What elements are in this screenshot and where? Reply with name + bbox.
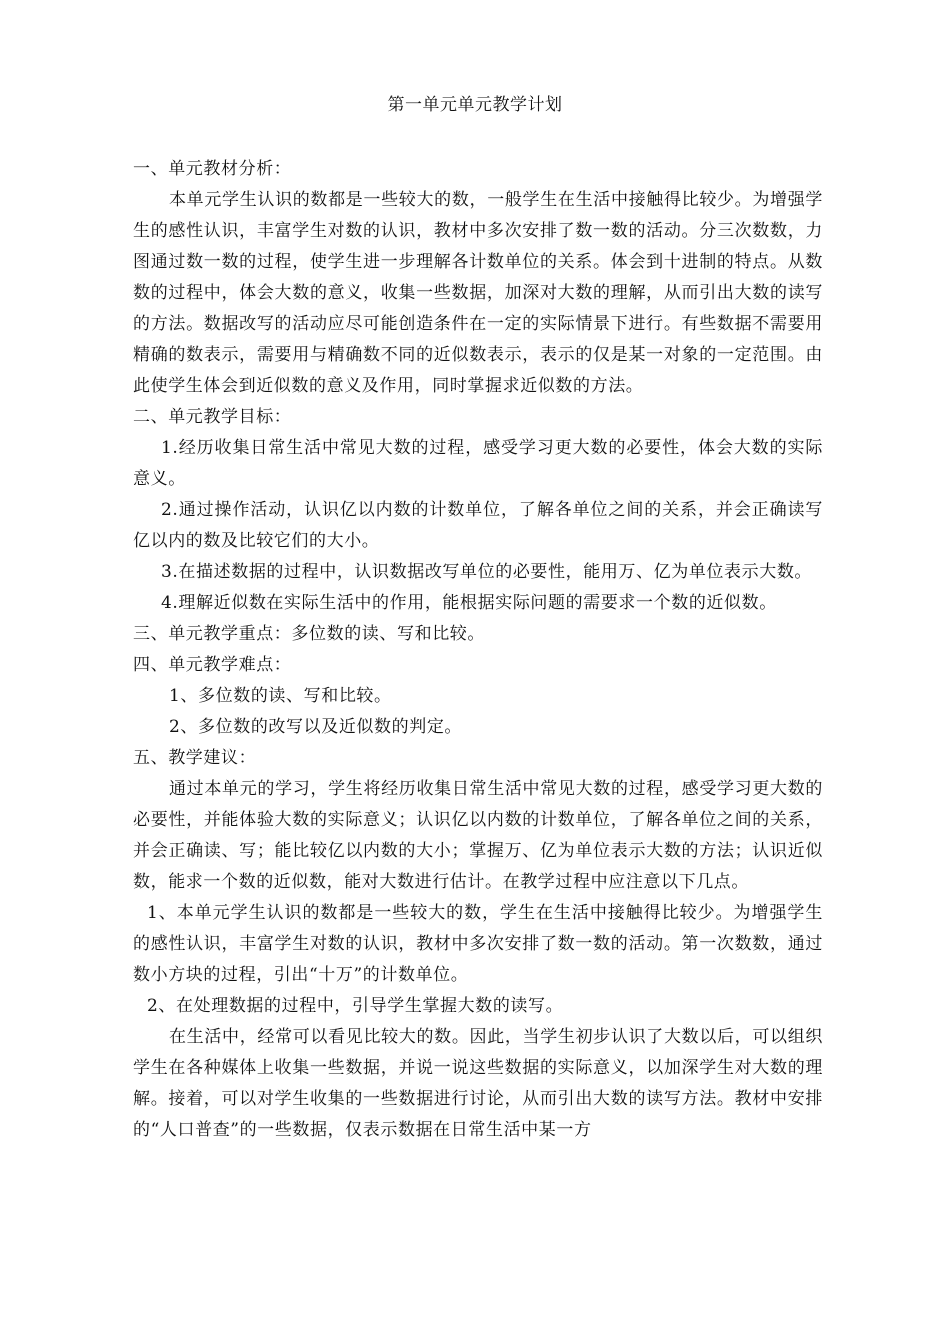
goal-item-4: 4.理解近似数在实际生活中的作用，能根据实际问题的需要求一个数的近似数。 [161,593,777,613]
section-heading-goals: 二、单元教学目标： [133,407,292,427]
section-heading-suggestions: 五、教学建议： [133,748,257,768]
suggestion-item-1: 1、本单元学生认识的数都是一些较大的数，学生在生活中接触得比较少。为增强学生的感性认识，丰富学生对数的认识，教材中多次安排了数一数的活动。第一次数数，通过数小方块的过程，引出“十万”的计数单位。 [133,903,823,985]
paragraph-analysis: 本单元学生认识的数都是一些较大的数，一般学生在生活中接触得比较少。为增强学生的感性认识，丰富学生对数的认识，教材中多次安排了数一数的活动。分三次数数，力图通过数一数的过程，使学生进一步理解各计数单位的关系。体会到十进制的特点。从数数的过程中，体会大数的意义，收集一些数据，加深对大数的理解，从而引出大数的读写的方法。数据改写的活动应尽可能创造条件在一定的实际情景下进行。有些数据不需要用精确的数表示，需要用与精确数不同的近似数表示，表示的仅是某一对象的一定范围。由此使学生体会到近似数的意义及作用，同时掌握求近似数的方法。 [133,190,823,396]
section-heading-difficulties: 四、单元教学难点： [133,655,292,675]
paragraph-suggestion-detail: 在生活中，经常可以看见比较大的数。因此，当学生初步认识了大数以后，可以组织学生在各种媒体上收集一些数据，并说一说这些数据的实际意义，以加深学生对大数的理解。接着，可以对学生收集的一些数据进行讨论，从而引出大数的读写方法。教材中安排的“人口普查”的一些数据，仅表示数据在日常生活中某一方 [133,1027,823,1140]
goal-item-3: 3.在描述数据的过程中，认识数据改写单位的必要性，能用万、亿为单位表示大数。 [161,562,813,582]
suggestion-item-2: 2、在处理数据的过程中，引导学生掌握大数的读写。 [147,996,564,1016]
page-title: 第一单元单元教学计划 [387,95,563,115]
difficulty-item-1: 1、多位数的读、写和比较。 [169,686,392,706]
section-heading-key-points: 三、单元教学重点：多位数的读、写和比较。 [133,624,485,644]
difficulty-item-2: 2、多位数的改写以及近似数的判定。 [169,717,463,737]
document-body [133,154,823,1146]
goal-item-2: 2.通过操作活动，认识亿以内数的计数单位，了解各单位之间的关系，并会正确读写亿以内的数及比较它们的大小。 [133,500,823,551]
goal-item-1: 1.经历收集日常生活中常见大数的过程，感受学习更大数的必要性，体会大数的实际意义。 [133,438,823,489]
paragraph-suggestions-intro: 通过本单元的学习，学生将经历收集日常生活中常见大数的过程，感受学习更大数的必要性，并能体验大数的实际意义；认识亿以内数的计数单位，了解各单位之间的关系，并会正确读、写；能比较亿以内数的大小；掌握万、亿为单位表示大数的方法；认识近似数，能求一个数的近似数，能对大数进行估计。在教学过程中应注意以下几点。 [133,779,823,892]
section-heading-analysis: 一、单元教材分析： [133,159,292,179]
